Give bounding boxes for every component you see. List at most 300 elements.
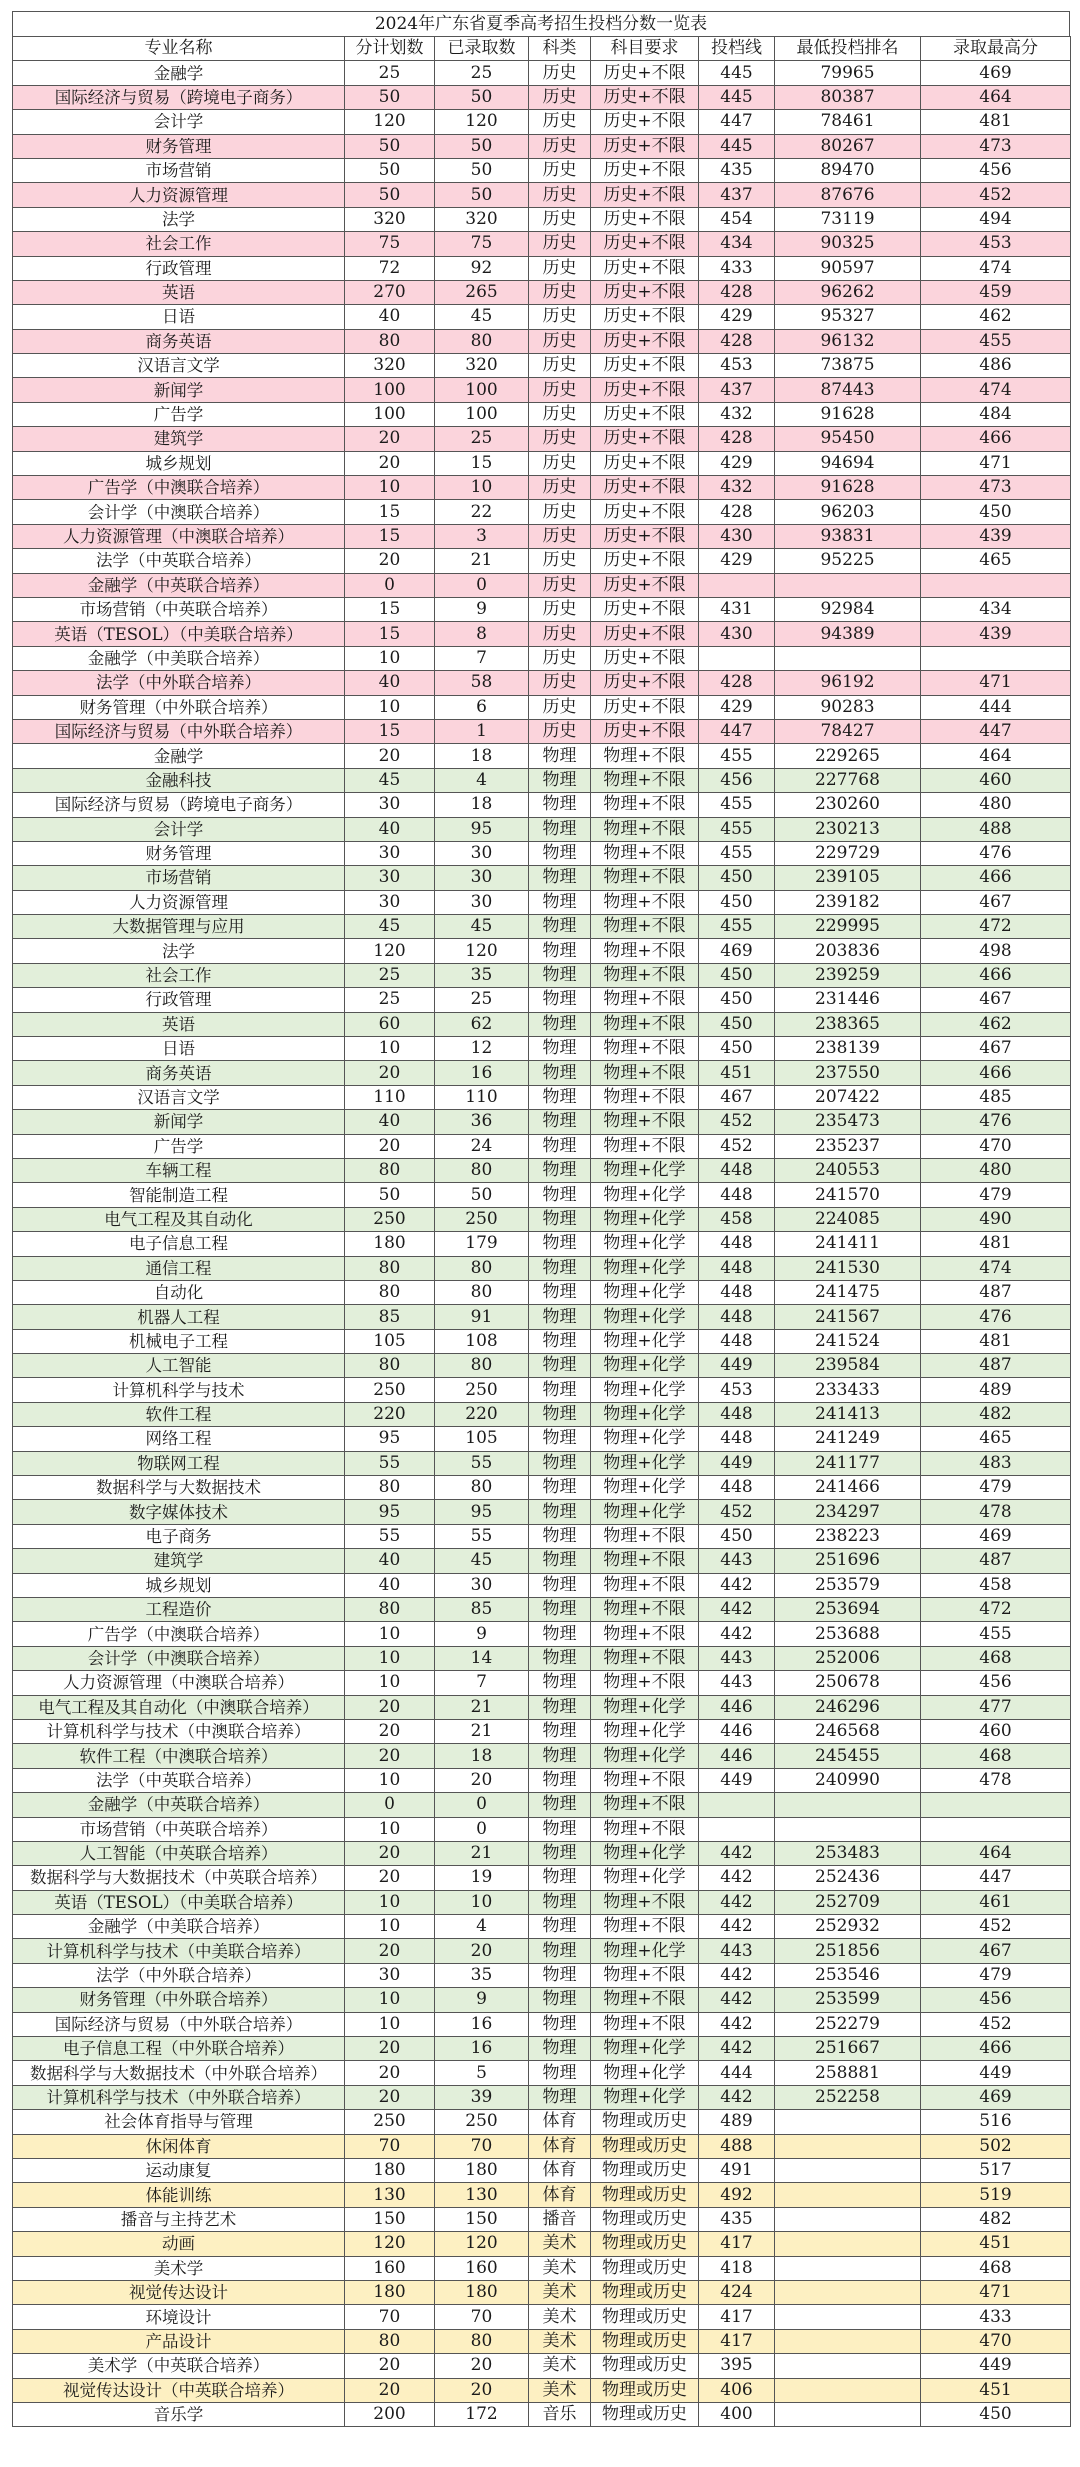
subject-req-cell: 物理+化学 [591,1476,699,1500]
subject-req-cell: 历史+不限 [591,305,699,329]
min-rank-cell: 241567 [775,1305,921,1329]
plan-cell: 45 [345,768,435,792]
max-score-cell: 449 [921,2354,1071,2378]
plan-cell: 55 [345,1524,435,1548]
table-row [13,2183,1071,2207]
subject-req-cell: 物理+化学 [591,1256,699,1280]
plan-cell: 110 [345,1085,435,1109]
min-rank-cell: 96132 [775,329,921,353]
subject-req-cell: 物理+不限 [591,1085,699,1109]
max-score-cell: 488 [921,817,1071,841]
max-score-cell: 452 [921,1915,1071,1939]
min-rank-cell: 235237 [775,1134,921,1158]
admitted-cell: 20 [435,1939,529,1963]
subject-req-cell: 历史+不限 [591,183,699,207]
cutoff-cell: 448 [699,1256,775,1280]
plan-cell: 20 [345,1841,435,1865]
cutoff-cell: 450 [699,1037,775,1061]
subject-req-cell: 物理+不限 [591,1134,699,1158]
max-score-cell: 464 [921,1841,1071,1865]
max-score-cell: 464 [921,744,1071,768]
admitted-cell: 70 [435,2134,529,2158]
table-row [13,841,1071,865]
max-score-cell: 467 [921,890,1071,914]
subject-req-cell: 历史+不限 [591,597,699,621]
min-rank-cell: 253546 [775,1963,921,1987]
admitted-cell: 250 [435,1207,529,1231]
category-cell: 历史 [529,573,591,597]
min-rank-cell: 251696 [775,1549,921,1573]
table-row [13,963,1071,987]
category-cell: 物理 [529,1110,591,1134]
min-rank-cell: 239105 [775,866,921,890]
table-row [13,305,1071,329]
max-score-cell: 487 [921,1549,1071,1573]
table-row [13,2158,1071,2182]
major-cell: 国际经济与贸易（跨境电子商务） [13,793,345,817]
major-cell: 日语 [13,1037,345,1061]
table-row [13,1598,1071,1622]
category-cell: 历史 [529,378,591,402]
subject-req-cell: 物理+不限 [591,866,699,890]
min-rank-cell: 229995 [775,915,921,939]
min-rank-cell: 238223 [775,1524,921,1548]
cutoff-cell: 417 [699,2329,775,2353]
table-row [13,671,1071,695]
plan-cell: 95 [345,1427,435,1451]
min-rank-cell: 253483 [775,1841,921,1865]
plan-cell: 15 [345,719,435,743]
subject-req-cell: 历史+不限 [591,671,699,695]
max-score-cell: 489 [921,1378,1071,1402]
subject-req-cell: 历史+不限 [591,524,699,548]
admitted-cell: 30 [435,866,529,890]
major-cell: 体能训练 [13,2183,345,2207]
plan-cell: 80 [345,329,435,353]
subject-req-cell: 历史+不限 [591,476,699,500]
max-score-cell: 479 [921,1476,1071,1500]
category-cell: 物理 [529,1232,591,1256]
subject-req-cell: 物理+化学 [591,1329,699,1353]
cutoff-cell: 449 [699,1354,775,1378]
max-score-cell: 482 [921,2207,1071,2231]
admitted-cell: 50 [435,183,529,207]
plan-cell: 25 [345,963,435,987]
subject-req-cell: 物理+化学 [591,1183,699,1207]
category-cell: 物理 [529,1646,591,1670]
plan-cell: 50 [345,158,435,182]
min-rank-cell: 94389 [775,622,921,646]
plan-cell: 150 [345,2207,435,2231]
admitted-cell: 80 [435,1158,529,1182]
max-score-cell: 467 [921,1037,1071,1061]
admitted-cell: 10 [435,1890,529,1914]
table-row [13,1549,1071,1573]
major-cell: 新闻学 [13,378,345,402]
plan-cell: 55 [345,1451,435,1475]
admitted-cell: 62 [435,1012,529,1036]
table-row [13,2280,1071,2304]
category-cell: 物理 [529,1085,591,1109]
major-cell: 人工智能 [13,1354,345,1378]
cutoff-cell: 443 [699,1939,775,1963]
cutoff-cell: 450 [699,988,775,1012]
admitted-cell: 20 [435,1768,529,1792]
cutoff-cell: 418 [699,2256,775,2280]
major-cell: 计算机科学与技术 [13,1378,345,1402]
subject-req-cell: 物理或历史 [591,2207,699,2231]
max-score-cell: 466 [921,1061,1071,1085]
category-cell: 体育 [529,2134,591,2158]
cutoff-cell: 417 [699,2305,775,2329]
admitted-cell: 110 [435,1085,529,1109]
category-cell: 物理 [529,1622,591,1646]
min-rank-cell: 90597 [775,256,921,280]
admitted-cell: 10 [435,476,529,500]
min-rank-cell [775,2305,921,2329]
plan-cell: 10 [345,1646,435,1670]
admitted-cell: 58 [435,671,529,695]
category-cell: 物理 [529,1963,591,1987]
max-score-cell: 490 [921,1207,1071,1231]
category-cell: 历史 [529,61,591,85]
min-rank-cell [775,2329,921,2353]
table-row [13,768,1071,792]
plan-cell: 40 [345,1549,435,1573]
category-cell: 历史 [529,476,591,500]
category-cell: 历史 [529,329,591,353]
header-major: 专业名称 [13,37,345,61]
table-row [13,134,1071,158]
admitted-cell: 120 [435,939,529,963]
admitted-cell: 20 [435,2354,529,2378]
table-row [13,1988,1071,2012]
plan-cell: 105 [345,1329,435,1353]
admitted-cell: 16 [435,2012,529,2036]
min-rank-cell: 95225 [775,549,921,573]
min-rank-cell: 93831 [775,524,921,548]
plan-cell: 45 [345,915,435,939]
max-score-cell: 464 [921,85,1071,109]
category-cell: 物理 [529,1939,591,1963]
major-cell: 数据科学与大数据技术 [13,1476,345,1500]
cutoff-cell: 429 [699,549,775,573]
plan-cell: 20 [345,1695,435,1719]
category-cell: 物理 [529,1158,591,1182]
subject-req-cell: 物理+不限 [591,1768,699,1792]
admitted-cell: 179 [435,1232,529,1256]
cutoff-cell: 442 [699,1988,775,2012]
cutoff-cell: 437 [699,183,775,207]
cutoff-cell: 448 [699,1329,775,1353]
admitted-cell: 4 [435,768,529,792]
category-cell: 美术 [529,2232,591,2256]
min-rank-cell: 241530 [775,1256,921,1280]
subject-req-cell: 物理+化学 [591,1232,699,1256]
major-cell: 人力资源管理 [13,183,345,207]
max-score-cell: 478 [921,1768,1071,1792]
table-row [13,2232,1071,2256]
cutoff-cell: 454 [699,207,775,231]
table-row [13,524,1071,548]
subject-req-cell: 物理+不限 [591,1622,699,1646]
plan-cell: 80 [345,1158,435,1182]
major-cell: 自动化 [13,1280,345,1304]
plan-cell: 70 [345,2305,435,2329]
subject-req-cell: 物理+化学 [591,1305,699,1329]
admitted-cell: 8 [435,622,529,646]
cutoff-cell: 452 [699,1500,775,1524]
table-row [13,744,1071,768]
admitted-cell: 1 [435,719,529,743]
subject-req-cell: 物理+不限 [591,1890,699,1914]
subject-req-cell: 物理+化学 [591,2037,699,2061]
table-body [13,61,1071,2427]
min-rank-cell [775,2378,921,2402]
max-score-cell: 466 [921,2037,1071,2061]
major-cell: 广告学 [13,402,345,426]
major-cell: 网络工程 [13,1427,345,1451]
plan-cell: 40 [345,817,435,841]
major-cell: 商务英语 [13,1061,345,1085]
table-row [13,2110,1071,2134]
major-cell: 美术学 [13,2256,345,2280]
plan-cell: 80 [345,2329,435,2353]
major-cell: 社会工作 [13,963,345,987]
admitted-cell: 45 [435,915,529,939]
min-rank-cell: 87443 [775,378,921,402]
category-cell: 物理 [529,768,591,792]
max-score-cell: 468 [921,1646,1071,1670]
category-cell: 物理 [529,1549,591,1573]
admitted-cell: 220 [435,1402,529,1426]
cutoff-cell: 455 [699,841,775,865]
max-score-cell: 483 [921,1451,1071,1475]
major-cell: 英语 [13,280,345,304]
category-cell: 物理 [529,915,591,939]
min-rank-cell [775,1793,921,1817]
major-cell: 国际经济与贸易（跨境电子商务） [13,85,345,109]
plan-cell: 10 [345,1817,435,1841]
admitted-cell: 80 [435,2329,529,2353]
min-rank-cell: 92984 [775,597,921,621]
major-cell: 法学 [13,207,345,231]
admitted-cell: 36 [435,1110,529,1134]
max-score-cell: 439 [921,622,1071,646]
category-cell: 美术 [529,2280,591,2304]
category-cell: 物理 [529,866,591,890]
max-score-cell: 451 [921,2232,1071,2256]
plan-cell: 120 [345,939,435,963]
max-score-cell [921,573,1071,597]
subject-req-cell: 物理+化学 [591,1378,699,1402]
cutoff-cell: 446 [699,1744,775,1768]
cutoff-cell: 449 [699,1768,775,1792]
admitted-cell: 95 [435,817,529,841]
subject-req-cell: 物理+不限 [591,939,699,963]
cutoff-cell: 442 [699,2037,775,2061]
table-row [13,597,1071,621]
plan-cell: 10 [345,1890,435,1914]
max-score-cell: 456 [921,1988,1071,2012]
admitted-cell: 320 [435,207,529,231]
subject-req-cell: 物理+化学 [591,1695,699,1719]
admitted-cell: 55 [435,1524,529,1548]
admitted-cell: 20 [435,2378,529,2402]
plan-cell: 10 [345,695,435,719]
max-score-cell: 474 [921,1256,1071,1280]
cutoff-cell: 442 [699,1841,775,1865]
min-rank-cell: 241177 [775,1451,921,1475]
max-score-cell: 465 [921,549,1071,573]
category-cell: 物理 [529,2037,591,2061]
header-cutoff: 投档线 [699,37,775,61]
major-cell: 电气工程及其自动化（中澳联合培养） [13,1695,345,1719]
max-score-cell: 453 [921,232,1071,256]
admitted-cell: 18 [435,793,529,817]
major-cell: 金融学（中美联合培养） [13,646,345,670]
admitted-cell: 80 [435,1280,529,1304]
major-cell: 金融学（中英联合培养） [13,1793,345,1817]
major-cell: 大数据管理与应用 [13,915,345,939]
major-cell: 财务管理 [13,841,345,865]
subject-req-cell: 物理+化学 [591,1207,699,1231]
min-rank-cell: 94694 [775,451,921,475]
major-cell: 智能制造工程 [13,1183,345,1207]
cutoff-cell: 448 [699,1476,775,1500]
min-rank-cell [775,2280,921,2304]
table-row [13,1695,1071,1719]
min-rank-cell: 78427 [775,719,921,743]
category-cell: 历史 [529,427,591,451]
admitted-cell: 80 [435,1354,529,1378]
admitted-cell: 50 [435,134,529,158]
subject-req-cell: 物理+化学 [591,2085,699,2109]
cutoff-cell: 424 [699,2280,775,2304]
major-cell: 财务管理（中外联合培养） [13,695,345,719]
min-rank-cell: 95450 [775,427,921,451]
admitted-cell: 25 [435,427,529,451]
admitted-cell: 50 [435,1183,529,1207]
min-rank-cell: 96192 [775,671,921,695]
min-rank-cell: 96203 [775,500,921,524]
subject-req-cell: 物理或历史 [591,2280,699,2304]
max-score-cell: 480 [921,793,1071,817]
cutoff-cell: 432 [699,402,775,426]
subject-req-cell: 物理+化学 [591,1719,699,1743]
major-cell: 数据科学与大数据技术（中外联合培养） [13,2061,345,2085]
plan-cell: 20 [345,1719,435,1743]
table-row [13,476,1071,500]
min-rank-cell: 230213 [775,817,921,841]
plan-cell: 270 [345,280,435,304]
table-row [13,183,1071,207]
table-row [13,500,1071,524]
cutoff-cell: 449 [699,1451,775,1475]
cutoff-cell: 469 [699,939,775,963]
table-row [13,1476,1071,1500]
max-score-cell: 467 [921,1939,1071,1963]
category-cell: 体育 [529,2158,591,2182]
major-cell: 日语 [13,305,345,329]
table-row [13,988,1071,1012]
cutoff-cell: 443 [699,1646,775,1670]
cutoff-cell: 448 [699,1427,775,1451]
category-cell: 物理 [529,2061,591,2085]
category-cell: 物理 [529,1524,591,1548]
max-score-cell: 471 [921,2280,1071,2304]
max-score-cell [921,1793,1071,1817]
cutoff-cell: 448 [699,1232,775,1256]
subject-req-cell: 物理+不限 [591,890,699,914]
major-cell: 商务英语 [13,329,345,353]
table-row [13,329,1071,353]
cutoff-cell: 455 [699,817,775,841]
major-cell: 法学（中英联合培养） [13,549,345,573]
admitted-cell: 95 [435,1500,529,1524]
max-score-cell: 433 [921,2305,1071,2329]
table-row [13,61,1071,85]
major-cell: 计算机科学与技术（中澳联合培养） [13,1719,345,1743]
subject-req-cell: 物理+不限 [591,817,699,841]
plan-cell: 85 [345,1305,435,1329]
subject-req-cell: 历史+不限 [591,573,699,597]
table-row [13,378,1071,402]
category-cell: 历史 [529,597,591,621]
plan-cell: 20 [345,1134,435,1158]
admitted-cell: 7 [435,646,529,670]
admitted-cell: 5 [435,2061,529,2085]
table-row [13,573,1071,597]
category-cell: 美术 [529,2329,591,2353]
cutoff-cell: 428 [699,671,775,695]
cutoff-cell: 451 [699,1061,775,1085]
category-cell: 物理 [529,1012,591,1036]
major-cell: 城乡规划 [13,1573,345,1597]
min-rank-cell: 241249 [775,1427,921,1451]
admitted-cell: 80 [435,329,529,353]
cutoff-cell: 448 [699,1305,775,1329]
table-row [13,1915,1071,1939]
subject-req-cell: 历史+不限 [591,256,699,280]
subject-req-cell: 历史+不限 [591,134,699,158]
major-cell: 软件工程 [13,1402,345,1426]
table-row [13,939,1071,963]
min-rank-cell: 78461 [775,110,921,134]
min-rank-cell [775,2158,921,2182]
major-cell: 会计学 [13,817,345,841]
min-rank-cell: 252258 [775,2085,921,2109]
plan-cell: 320 [345,354,435,378]
admitted-cell: 30 [435,1573,529,1597]
category-cell: 物理 [529,1061,591,1085]
min-rank-cell: 241475 [775,1280,921,1304]
admitted-cell: 180 [435,2158,529,2182]
admitted-cell: 160 [435,2256,529,2280]
major-cell: 环境设计 [13,2305,345,2329]
category-cell: 物理 [529,1915,591,1939]
table-row [13,866,1071,890]
major-cell: 播音与主持艺术 [13,2207,345,2231]
min-rank-cell: 90283 [775,695,921,719]
subject-req-cell: 物理+化学 [591,1402,699,1426]
admitted-cell: 180 [435,2280,529,2304]
admitted-cell: 16 [435,1061,529,1085]
max-score-cell: 466 [921,963,1071,987]
cutoff-cell: 491 [699,2158,775,2182]
max-score-cell: 517 [921,2158,1071,2182]
subject-req-cell: 物理+化学 [591,1451,699,1475]
